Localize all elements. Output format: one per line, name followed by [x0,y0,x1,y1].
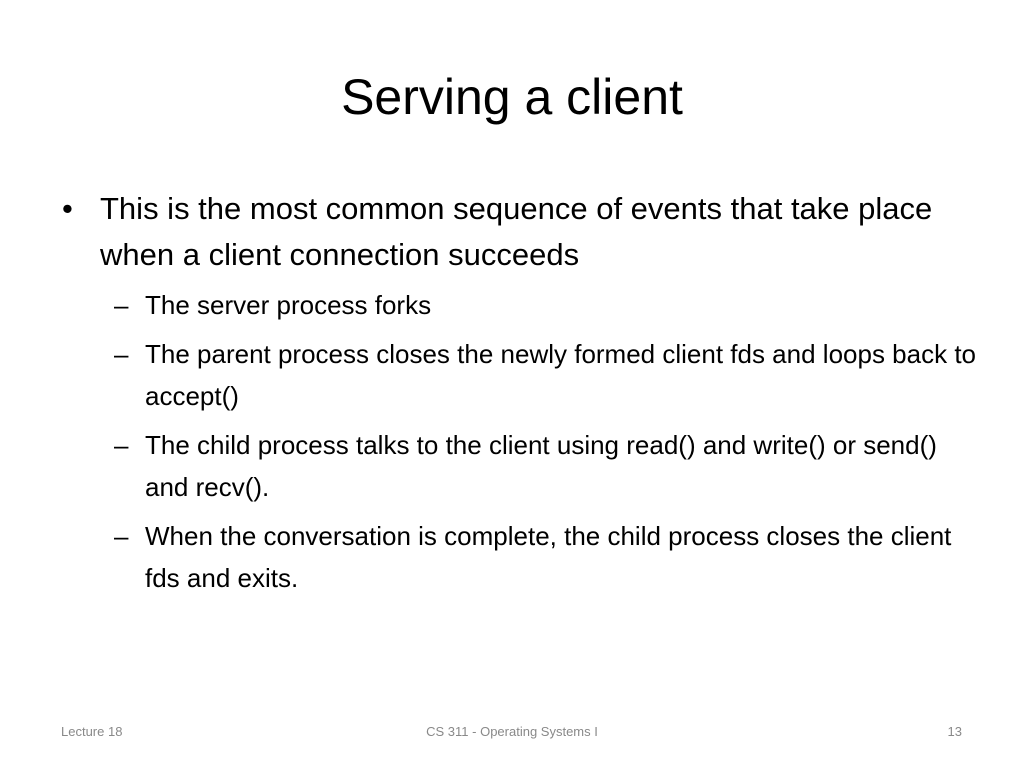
slide-title: Serving a client [341,69,683,125]
bullet-marker: • [62,191,73,226]
sub-bullet-text: The server process forks [145,290,432,320]
sub-bullet-item [60,284,980,326]
sub-bullet-item [60,333,980,417]
sub-bullet-marker: – [114,430,129,460]
sub-bullet-text: The child process talks to the client using read() and write() or send() and recv(). [145,430,937,502]
footer-lecture: Lecture 18 [61,724,123,739]
sub-bullet-item [60,515,980,599]
sub-bullet-text: When the conversation is complete, the child process closes the client fds and exits. [145,521,952,593]
footer-slide-number: 13 [947,724,962,739]
sub-bullet-text: The parent process closes the newly formed client fds and loops back to accept() [145,339,976,411]
footer-course: CS 311 - Operating Systems I [426,724,598,739]
bullet-text: This is the most common sequence of events that take place when a client connection succeeds [100,191,933,272]
bullet-item [60,186,980,278]
sub-bullet-marker: – [114,339,129,369]
sub-bullet-item [60,424,980,508]
sub-bullet-marker: – [114,290,129,320]
slide-body [60,186,980,606]
sub-bullet-marker: – [114,521,129,551]
